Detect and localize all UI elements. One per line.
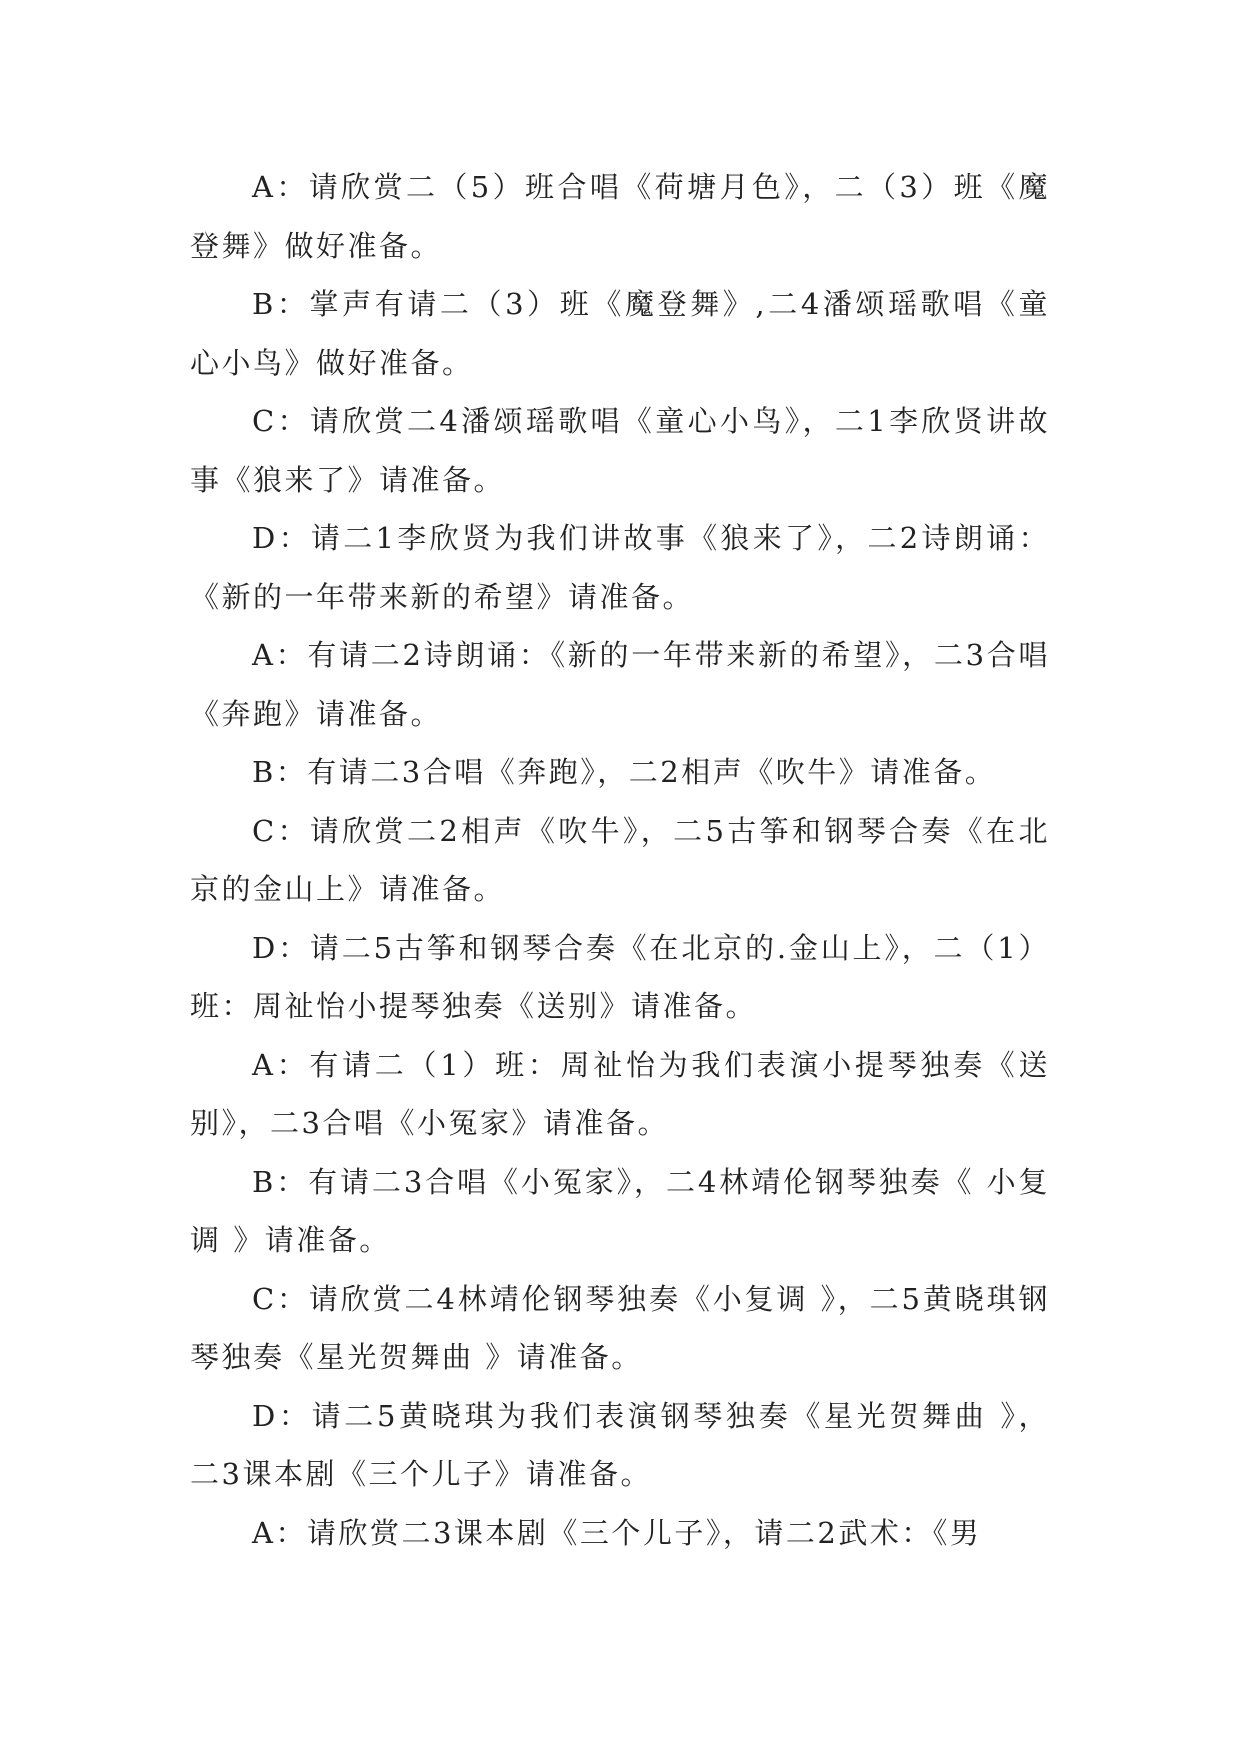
paragraph: B：掌声有请二（3）班《魔登舞》,二4潘颂瑶歌唱《童心小鸟》做好准备。 xyxy=(190,287,1050,380)
paragraph: B：有请二3合唱《小冤家》，二4林靖伦钢琴独奏《 小复调 》请准备。 xyxy=(190,1164,1050,1257)
paragraph: A：有请二（1）班：周祉怡为我们表演小提琴独奏《送别》，二3合唱《小冤家》请准备。 xyxy=(190,1047,1050,1140)
paragraph: D：请二5古筝和钢琴合奏《在北京的.金山上》，二（1）班：周祉怡小提琴独奏《送别》请准备。 xyxy=(190,930,1050,1023)
paragraph: D：请二5黄晓琪为我们表演钢琴独奏《星光贺舞曲 》，二3课本剧《三个儿子》请准备。 xyxy=(190,1398,1050,1491)
paragraph: D：请二1李欣贤为我们讲故事《狼来了》，二2诗朗诵：《新的一年带来新的希望》请准备。 xyxy=(190,521,1050,614)
document-body xyxy=(190,158,1050,1562)
paragraph: C：请欣赏二2相声《吹牛》，二5古筝和钢琴合奏《在北京的金山上》请准备。 xyxy=(190,813,1050,906)
paragraph: A：有请二2诗朗诵：《新的一年带来新的希望》，二3合唱《奔跑》请准备。 xyxy=(190,638,1050,731)
paragraph: C：请欣赏二4潘颂瑶歌唱《童心小鸟》，二1李欣贤讲故事《狼来了》请准备。 xyxy=(190,404,1050,497)
paragraph: C：请欣赏二4林靖伦钢琴独奏《小复调 》，二5黄晓琪钢琴独奏《星光贺舞曲 》请准备。 xyxy=(190,1281,1050,1374)
paragraph: A：请欣赏二（5）班合唱《荷塘月色》，二（3）班《魔登舞》做好准备。 xyxy=(190,170,1050,263)
paragraph: A：请欣赏二3课本剧《三个儿子》，请二2武术：《男 xyxy=(252,1515,982,1550)
paragraph: B：有请二3合唱《奔跑》，二2相声《吹牛》请准备。 xyxy=(252,755,997,789)
